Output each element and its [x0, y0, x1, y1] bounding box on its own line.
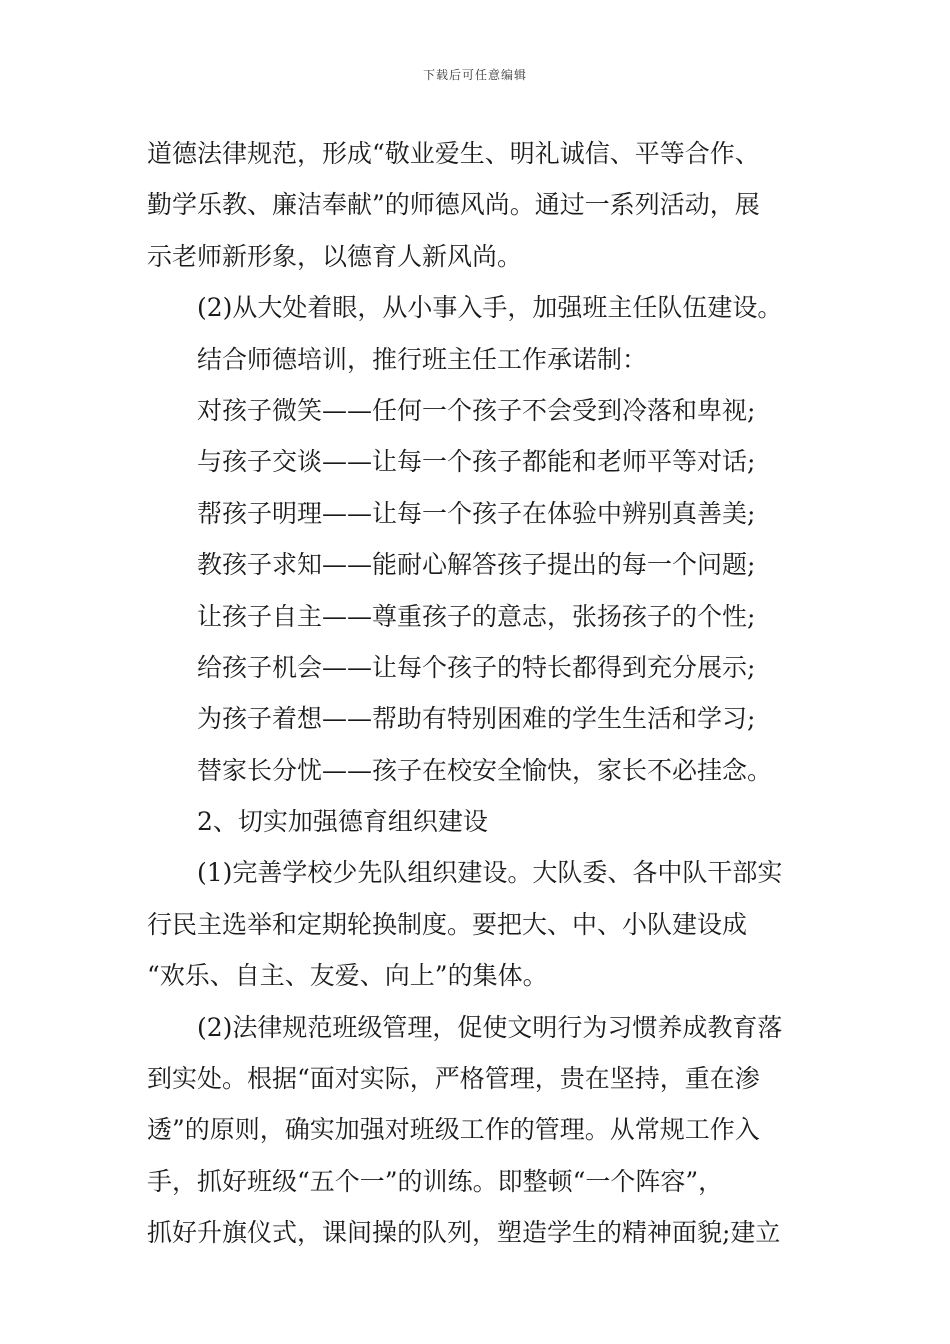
- text-line: 道德法律规范，形成“敬业爱生、明礼诚信、平等合作、: [147, 139, 760, 168]
- text-line: 与孩子交谈——让每一个孩子都能和老师平等对话;: [197, 447, 756, 477]
- text-line: 让孩子自主——尊重孩子的意志，张扬孩子的个性;: [197, 601, 756, 631]
- text-line: 对孩子微笑——任何一个孩子不会受到冷落和卑视;: [197, 395, 756, 425]
- text-line: 勤学乐教、廉洁奉献”的师德风尚。通过一系列活动，展: [147, 190, 760, 220]
- text-line: 帮孩子明理——让每一个孩子在体验中辨别真善美;: [197, 498, 756, 528]
- text-line: (2)从大处着眼，从小事入手，加强班主任队伍建设。: [197, 293, 783, 323]
- text-line: “欢乐、自主、友爱、向上”的集体。: [147, 961, 548, 991]
- document-body: [147, 128, 809, 1259]
- text-line: 透”的原则，确实加强对班级工作的管理。从常规工作入: [147, 1115, 760, 1145]
- text-line: 到实处。根据“面对实际，严格管理，贵在坚持，重在渗: [147, 1064, 760, 1094]
- text-line: 结合师德培训，推行班主任工作承诺制：: [197, 344, 648, 374]
- text-line: 示老师新形象，以德育人新风尚。: [147, 241, 523, 271]
- text-line: 手，抓好班级“五个一”的训练。即整顿“一个阵容”，: [147, 1166, 724, 1196]
- page-header: 下载后可任意编辑: [422, 68, 527, 82]
- text-line: 替家长分忧——孩子在校安全愉快，家长不必挂念。: [197, 755, 773, 785]
- text-line: (2)法律规范班级管理，促使文明行为习惯养成教育落: [197, 1012, 783, 1042]
- text-line: 行民主选举和定期轮换制度。要把大、中、小队建设成: [147, 909, 748, 939]
- section-heading: 2、切实加强德育组织建设: [197, 807, 488, 837]
- text-line: 抓好升旗仪式，课间操的队列，塑造学生的精神面貌;建立: [147, 1218, 781, 1248]
- text-line: 为孩子着想——帮助有特别困难的学生生活和学习;: [197, 704, 756, 734]
- text-line: (1)完善学校少先队组织建设。大队委、各中队干部实: [197, 858, 783, 888]
- text-line: 教孩子求知——能耐心解答孩子提出的每一个问题;: [197, 550, 756, 580]
- text-line: 给孩子机会——让每个孩子的特长都得到充分展示;: [197, 652, 756, 682]
